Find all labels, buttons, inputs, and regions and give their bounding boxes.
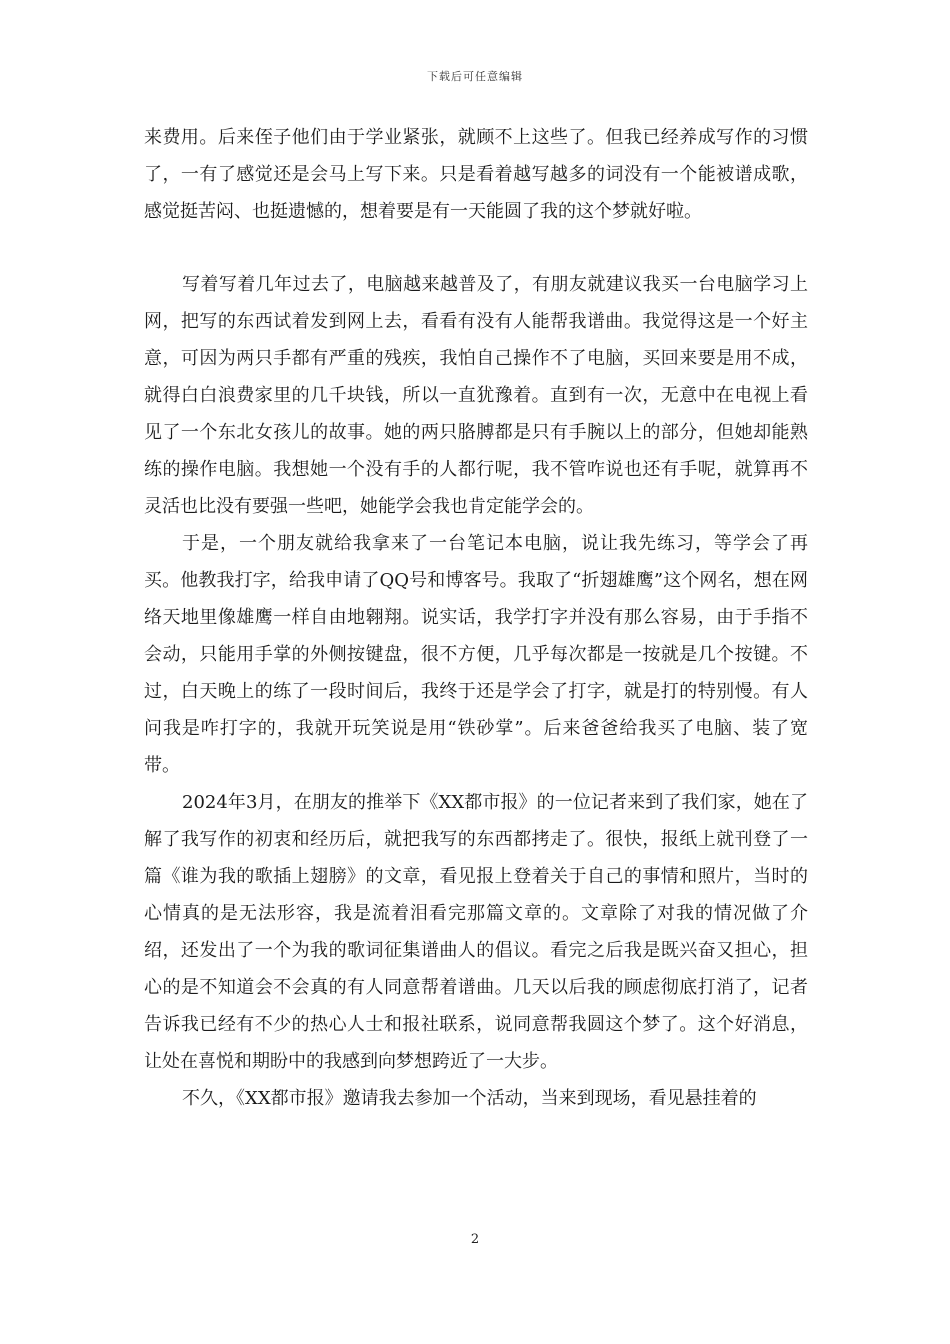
paragraph-4: 2024年3月，在朋友的推举下《XX都市报》的一位记者来到了我们家，她在了解了我写作的初衷和经历后，就把我写的东西都拷走了。很快，报纸上就刊登了一篇《谁为我的歌插上翅膀》的文章，看见报上登着关于自己的事情和照片，当时的心情真的是无法形容，我是流着泪看完那篇文章的。文章除了对我的情况做了介绍，还发出了一个为我的歌词征集谱曲人的倡议。看完之后我是既兴奋又担心，担心的是不知道会不会真的有人同意帮着谱曲。几天以后我的顾虑彻底打消了，记者告诉我已经有不少的热心人士和报社联系，说同意帮我圆这个梦了。这个好消息，让处在喜悦和期盼中的我感到向梦想跨近了一大步。	[144, 792, 808, 1072]
paragraph-2: 写着写着几年过去了，电脑越来越普及了，有朋友就建议我买一台电脑学习上网，把写的东西试着发到网上去，看看有没有人能帮我谱曲。我觉得这是一个好主意，可因为两只手都有严重的残疾，我怕自己操作不了电脑，买回来要是用不成，就得白白浪费家里的几千块钱，所以一直犹豫着。直到有一次，无意中在电视上看见了一个东北女孩儿的故事。她的两只胳膊都是只有手腕以上的部分，但她却能熟练的操作电脑。我想她一个没有手的人都行呢，我不管咋说也还有手呢，就算再不灵活也比没有要强一些吧，她能学会我也肯定能学会的。	[144, 274, 808, 517]
document-body	[144, 119, 808, 1117]
paragraph-gap	[144, 230, 808, 266]
paragraph-5: 不久，《XX都市报》邀请我去参加一个活动，当来到现场，看见悬挂着的	[182, 1088, 757, 1109]
header-note: 下载后可任意编辑	[427, 70, 523, 83]
paragraph-1: 来费用。后来侄子他们由于学业紧张，就顾不上这些了。但我已经养成写作的习惯了，一有了感觉还是会马上写下来。只是看着越写越多的词没有一个能被谱成歌，感觉挺苦闷、也挺遗憾的，想着要是有一天能圆了我的这个梦就好啦。	[144, 127, 808, 222]
paragraph-3: 于是，一个朋友就给我拿来了一台笔记本电脑，说让我先练习，等学会了再买。他教我打字，给我申请了QQ号和博客号。我取了“折翅雄鹰”这个网名，想在网络天地里像雄鹰一样自由地翱翔。说实话，我学打字并没有那么容易，由于手指不会动，只能用手掌的外侧按键盘，很不方便，几乎每次都是一按就是几个按键。不过，白天晚上的练了一段时间后，我终于还是学会了打字，就是打的特别慢。有人问我是咋打字的，我就开玩笑说是用“铁砂掌”。后来爸爸给我买了电脑、装了宽带。	[144, 533, 808, 776]
page-number: 2	[470, 1232, 480, 1247]
